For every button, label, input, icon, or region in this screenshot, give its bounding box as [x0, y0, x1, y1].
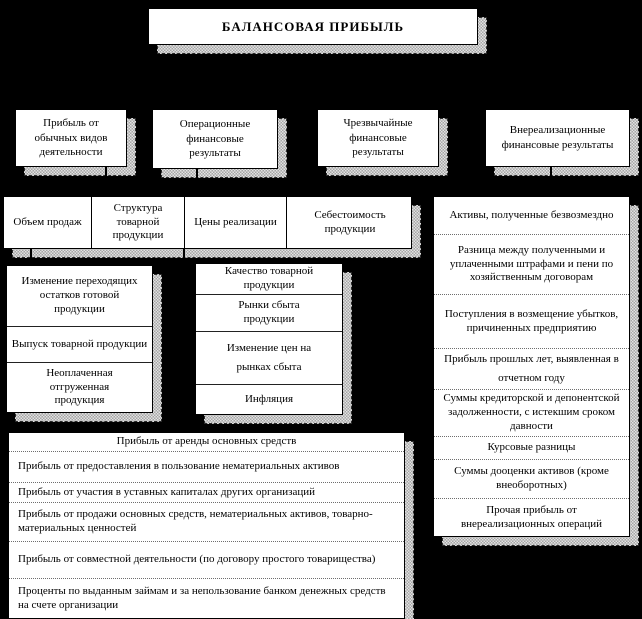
non-sales-item: Прибыль прошлых лет, выявленная в отчетном году	[434, 348, 629, 389]
price-factor-cell: Качество товарной продукции	[224, 265, 314, 291]
sales-factor-cell: Цены реализации	[184, 197, 286, 248]
non-sales-item: Прочая прибыль от внереализационных операций	[434, 498, 629, 536]
non-sales-item: Суммы дооценки активов (кроме внеоборотных)	[434, 459, 629, 498]
connector-line	[196, 169, 198, 182]
non-sales-item: Курсовые разницы	[434, 436, 629, 459]
non-sales-results-label: Внереализационные финансовые результаты	[485, 109, 630, 167]
connector-line	[105, 167, 107, 180]
operational-item: Прибыль от совместной деятельности (по договору простого товарищества)	[9, 541, 404, 578]
operational-item: Прибыль от предоставления в пользование нематериальных активов	[9, 451, 404, 482]
sales-factor-cell: Структура товарной продукции	[91, 197, 184, 248]
ordinary-activities-profit-label: Прибыль от обычных видов деятельности	[15, 109, 127, 167]
connector-line	[30, 249, 32, 258]
volume-factor-cell: Неоплаченная отгруженная продукция	[7, 362, 152, 412]
node-extraordinary-results	[317, 109, 439, 167]
extraordinary-results-label: Чрезвычайные финансовые результаты	[317, 109, 439, 167]
operational-items-list	[8, 432, 405, 619]
node-non-sales-results	[485, 109, 630, 167]
non-sales-item: Суммы кредиторской и депонентской задолженности, с истекшим сроком давности	[434, 389, 629, 436]
volume-factor-cell: Выпуск товарной продукции	[7, 326, 152, 362]
operational-results-label: Операционные финансовые результаты	[152, 109, 278, 169]
operational-item: Прибыль от аренды основных средств	[116, 435, 297, 448]
node-operational-results	[152, 109, 278, 169]
sales-factors-strip	[3, 196, 412, 249]
node-price-factors	[195, 263, 343, 415]
non-sales-item: Поступления в возмещение убытков, причиненных предприятию	[434, 294, 629, 348]
operational-item: Прибыль от участия в уставных капиталах других организаций	[9, 482, 404, 502]
sales-factor-cell: Объем продаж	[13, 215, 82, 228]
non-sales-items-list	[433, 196, 630, 537]
price-factors-list	[195, 263, 343, 415]
volume-factors-list	[6, 265, 153, 413]
node-sales-factors	[3, 196, 412, 249]
operational-item: Проценты по выданным займам и за непользование банком денежных средств на счете организации	[9, 578, 404, 618]
volume-factor-cell: Изменение переходящих остатков готовой продукции	[21, 275, 138, 315]
node-ordinary-activities-profit	[15, 109, 127, 167]
price-factor-cell: Изменение цен на рынках сбыта	[196, 331, 342, 384]
non-sales-item: Активы, полученные безвозмездно	[449, 208, 614, 221]
operational-item: Прибыль от продажи основных средств, нематериальных активов, товарно-материальных ценностей	[9, 502, 404, 541]
node-volume-factors	[6, 265, 153, 413]
connector-line	[183, 249, 185, 258]
sales-factor-cell: Себестоимость продукции	[286, 197, 412, 248]
non-sales-item: Разница между полученными и уплаченными штрафами и пени по хозяйственным договорам	[434, 234, 629, 294]
node-balance-profit	[148, 8, 478, 45]
node-non-sales-items	[433, 196, 630, 537]
price-factor-cell: Инфляция	[196, 384, 342, 414]
price-factor-cell: Рынки сбыта продукции	[196, 294, 342, 331]
connector-line	[550, 167, 552, 180]
balance-profit-label: БАЛАНСОВАЯ ПРИБЫЛЬ	[148, 8, 478, 45]
node-operational-items	[8, 432, 405, 619]
